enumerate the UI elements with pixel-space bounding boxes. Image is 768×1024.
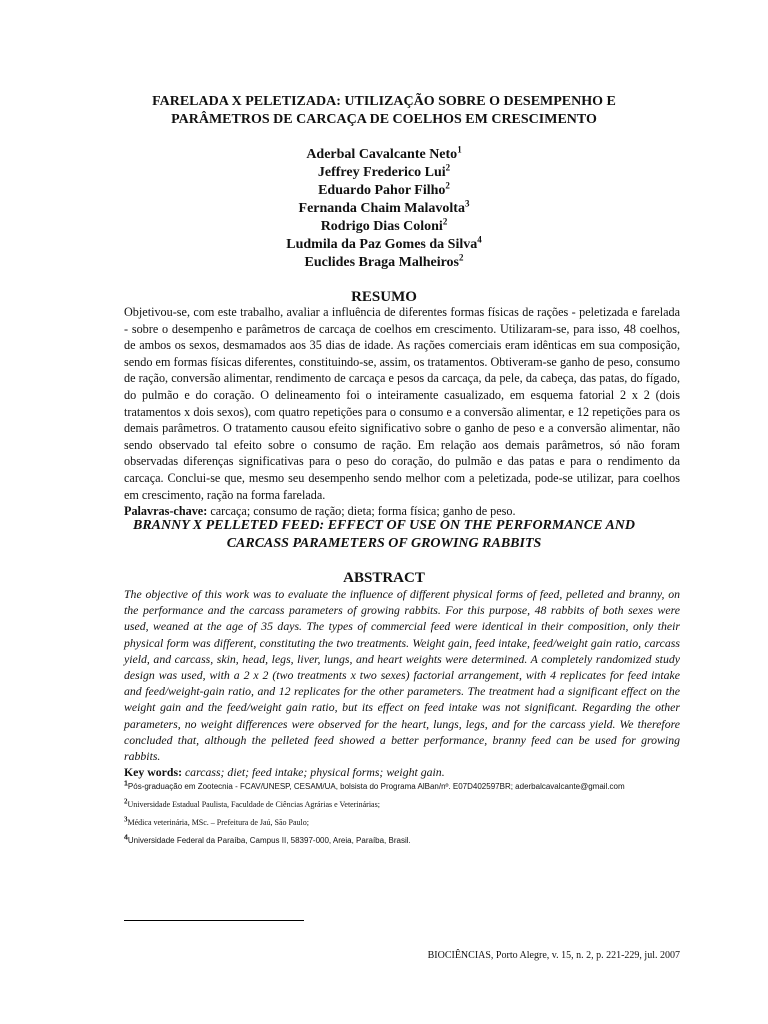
abstract-keywords [124,764,680,780]
title-line-1: FARELADA X PELETIZADA: UTILIZAÇÃO SOBRE O DESEMPENHO E [152,94,616,109]
footnote: $^3$Médica veterinária, MSc. – Prefeitura de Jaú, São Paulo; [124,815,309,827]
keywords-text: carcass; diet; feed intake; physical forms; weight gain. [182,765,445,780]
english-title-line-1: BRANNY X PELLETED FEED: EFFECT OF USE ON THE PERFORMANCE AND [132,518,636,533]
keywords-text: carcaça; consumo de ração; dieta; forma física; ganho de peso. [207,504,516,519]
author: Euclides Braga Malheiros$^2$ [304,252,464,270]
affiliation-marker: 1 [457,144,462,155]
resumo-text: Objetivou-se, com este trabalho, avaliar a influência de diferentes formas físicas de rações - peletizada e farelada - sobre o desempenho e parâmetros de carcaça de coelhos em crescimento. Utilizaram-se, para isso, 48 coelhos, de ambos os sexos, desmamados aos 35 dias de idade. As rações comerciais eram idênticas em sua composição, sendo em formas físicas diferentes, constituindo-se, assim, os tratamentos. Obtiveram-se ganho de peso, consumo de ração, conversão alimentar, rendimento de carcaça e pesos da carcaça, da pele, da cabeça, das patas, do fígado, do pulmão e do coração. O delineamento foi o inteiramente casualizado, em esquema fatorial 2 x 2 (dois tratamentos x dois sexos), com quatro repetições para o consumo e a conversão alimentar, e 12 repetições para os demais parâmetros. O tratamento causou efeito significativo sobre o ganho de peso e a conversão alimentar, não sendo observado tal efeito sobre o consumo de ração. Em relação aos demais parâmetros, só não foram observadas diferenças significativas para o peso do coração, do pulmão e das patas e para o rendimento da carcaça. Conclui-se que, mesmo seu desempenho sendo melhor com a peletizada, pode-se utilizar, para coelhos em crescimento, ração na forma farelada. [124,305,680,502]
footnote-rule [124,920,304,921]
resumo-section [124,304,680,520]
footnote: $^4$Universidade Federal da Paraíba, Campus II, 58397-000, Areia, Paraíba, Brasil. [124,834,411,845]
resumo-heading: RESUMO [351,289,417,305]
journal-citation: BIOCIÊNCIAS, Porto Alegre, v. 15, n. 2, p. 221-229, jul. 2007 [427,950,680,961]
affiliation-footnotes [124,781,684,853]
abstract-heading: ABSTRACT [343,570,425,586]
paper-title [100,93,668,129]
footnote: $^2$Universidade Estadual Paulista, Faculdade de Ciências Agrárias e Veterinárias; [124,797,380,809]
author-list [150,146,618,272]
author: Eduardo Pahor Filho$^2$ [318,180,450,198]
author: Ludmila da Paz Gomes da Silva$^4$ [286,234,482,252]
keywords-label: Palavras-chave: [124,504,208,519]
affiliation-marker: 2 [445,180,450,191]
author: Jeffrey Frederico Lui$^2$ [317,162,451,180]
title-line-2: PARÂMETROS DE CARCAÇA DE COELHOS EM CRESCIMENTO [171,112,597,127]
abstract-text: The objective of this work was to evaluate the influence of different physical forms of feed, pelleted and branny, on the performance and the carcass parameters of growing rabbits. For this purpose, 48 rabbits of both sexes were used, weaned at the age of 35 days. The types of commercial feed were identical in their composition, only their physical form was different, constituting the two treatments. Weight gain, feed intake, feed/weight gain ratio, carcass yield, and carcass, skin, head, legs, liver, lungs, and heart weights were determined. A completely randomized study design was used, with a 2 x 2 (two treatments x two sexes) factorial arrangement, with 4 replicates for feed intake and feed/weight-gain ratio, and 12 replicates for the other parameters. The treatment had a significant effect on the weight gain and the feed/weight gain ratio, but its effect on feed intake was not significant. Regarding the other parameters, no weight differences were observed for the heart, lungs, legs, and for the carcass yield. We therefore concluded that, although the pelleted feed showed a better performance, branny feed can be used for growing rabbits. [124,587,680,764]
english-title-line-2: CARCASS PARAMETERS OF GROWING RABBITS [226,536,542,551]
author: Aderbal Cavalcante Neto$^1$ [306,144,462,162]
abstract-section [124,586,680,780]
author: Fernanda Chaim Malavolta$^3$ [298,198,470,216]
author: Rodrigo Dias Coloni$^2$ [320,216,448,234]
keywords-label: Key words: [124,765,182,780]
affiliation-marker: 4 [477,234,482,245]
affiliation-marker: 2 [459,252,464,263]
footnote: $^1$Pós-graduação em Zootecnia - FCAV/UNESP, CESAM/UA, bolsista do Programa AlBan/nº. E07D402597BR; aderbalcavalcante@gmail.com [124,780,625,791]
affiliation-marker: 2 [445,162,451,173]
affiliation-marker: 3 [464,198,470,209]
affiliation-marker: 2 [442,216,448,227]
english-title [100,517,668,553]
